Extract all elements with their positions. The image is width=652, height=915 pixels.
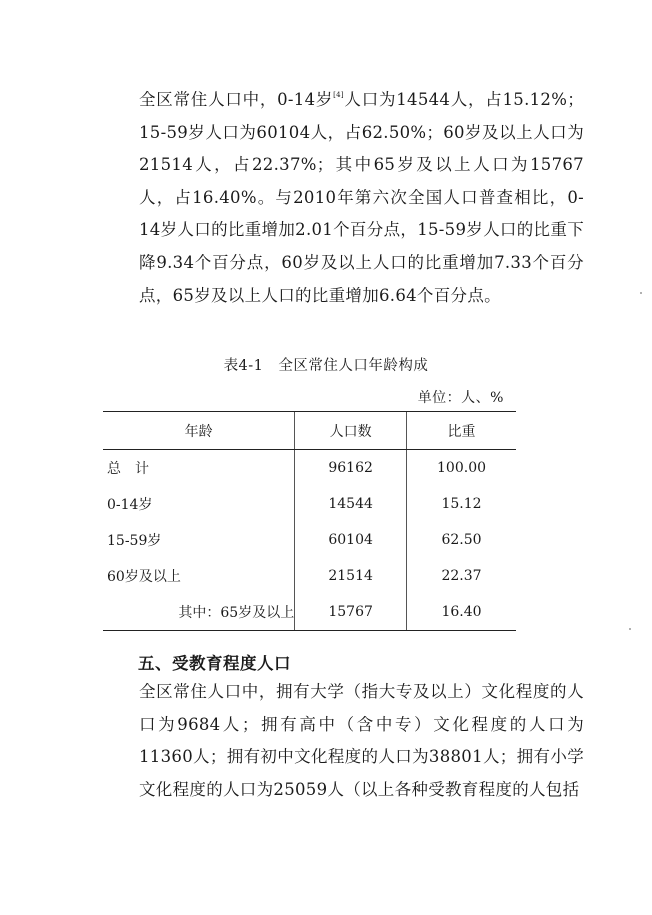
header-age: 年龄: [103, 412, 295, 450]
table-unit: 单位：人、%: [417, 390, 504, 406]
row-label: 15-59岁: [107, 533, 162, 549]
row-share: 16.40: [407, 594, 516, 631]
paragraph-education: 全区常住人口中，拥有大学（指大专及以上）文化程度的人口为9684人；拥有高中（含中专）文化程度的人口为11360人；拥有初中文化程度的人口为38801人；拥有小学文化程度的人口为25059人（以上各种受教育程度的人包括: [139, 682, 584, 799]
row-population: 96162: [295, 450, 407, 487]
row-label: 总 计: [107, 461, 149, 477]
table-row: [103, 594, 516, 631]
row-label: 60岁及以上: [107, 569, 181, 585]
row-share: 22.37: [407, 558, 516, 594]
table-row: [103, 558, 516, 594]
row-share: 15.12: [407, 486, 516, 522]
para1-text-start: 全区常住人口中，0-14岁: [139, 90, 334, 109]
row-population: 14544: [295, 486, 407, 522]
row-share: 100.00: [407, 450, 516, 487]
header-population: 人口数: [295, 412, 407, 450]
row-population: 60104: [295, 522, 407, 558]
row-label: 0-14岁: [107, 497, 153, 513]
table-row: [103, 522, 516, 558]
para1-text-rest: 人口为14544人，占15.12%；15-59岁人口为60104人，占62.50%；60岁及以上人口为21514人，占22.37%；其中65岁及以上人口为15767人，占16.40%。与2010年第六次全国人口普查相比，0-14岁人口的比重增加2.01个百分点，15-59岁人口的比重下降9.34个百分点，60岁及以上人口的比重增加7.33个百分点，65岁及以上人口的比重增加6.64个百分点。: [139, 90, 585, 305]
table-caption: 表4-1 全区常住人口年龄构成: [223, 358, 429, 374]
section-heading-education: 五、受教育程度人口: [138, 654, 291, 673]
scan-speck: [629, 628, 631, 630]
table-header-row: [103, 412, 516, 450]
row-population: 15767: [295, 594, 407, 631]
row-population: 21514: [295, 558, 407, 594]
table-row: [103, 450, 516, 487]
scan-speck: [640, 292, 642, 294]
age-structure-table: [103, 411, 516, 631]
header-share: 比重: [407, 412, 516, 450]
footnote-ref[interactable]: [4]: [333, 91, 344, 99]
table-row: [103, 486, 516, 522]
paragraph-age-structure: [105, 79, 584, 312]
row-label: 其中：65岁及以上: [103, 594, 295, 631]
row-share: 62.50: [407, 522, 516, 558]
